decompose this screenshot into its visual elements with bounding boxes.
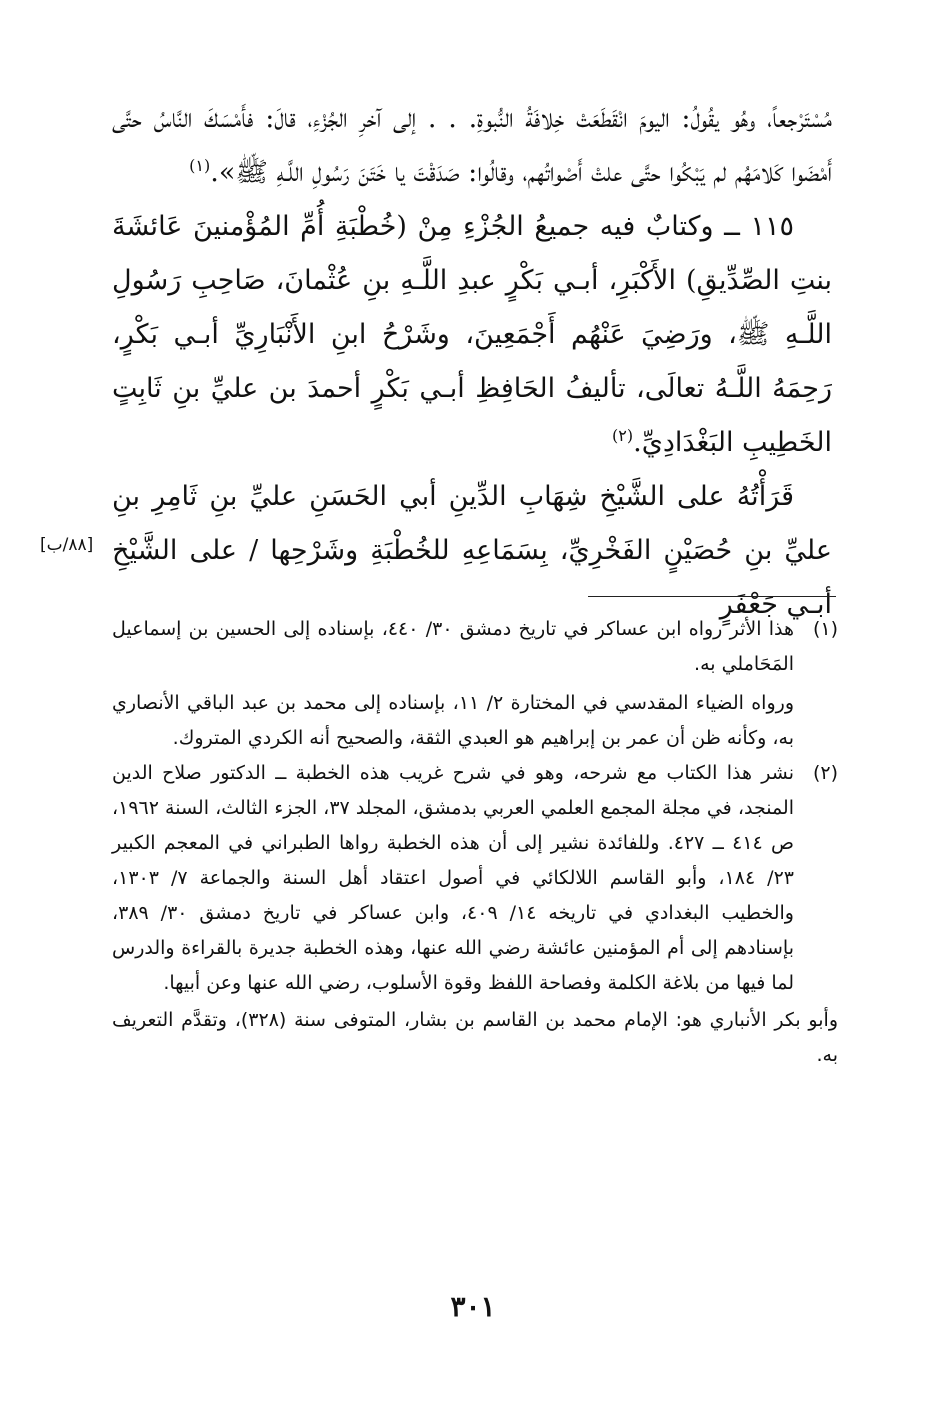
footnote-body [112,756,794,1001]
footnote-divider [588,596,836,597]
paragraph-2-text: ١١٥ ــ وكتابٌ فيه جميعُ الجُزْءِ مِنْ (خُطْبَةِ أُمِّ المُؤْمنينَ عَائشَةَ بنتِ الصِّدِّيقِ) الأَكْبَرِ، أبـي بَكْرٍ عبدِ اللَّـهِ بنِ عُثْمانَ، صَاحِبِ رَسُولِ اللَّـهِ ﷺ، ورَضِيَ عَنْهُم أَجْمَعِينَ، وشَرْحُ ابنِ الأَنْبَارِيِّ أبـي بَكْرٍ، رَحِمَهُ اللَّـهُ تعالَى، تأليفُ الحَافِظِ أبـي بَكْرٍ أحمدَ بن عليِّ بنِ ثَابِتٍ الخَطِيبِ البَغْدَادِيِّ. [112,211,832,458]
footnote-paragraph: هذا الأثر رواه ابن عساكر في تاريخ دمشق ٣٠/ ٤٤٠، بإسناده إلى الحسين بن إسماعيل المَحَاملي به. [112,618,794,675]
footnote-1 [112,612,838,756]
footnote-continuation: وأبو بكر الأنباري هو: الإمام محمد بن القاسم بن بشار، المتوفى سنة (٣٢٨)، وتقدَّم التعريف به. [112,1009,838,1066]
manuscript-folio-marker: [٨٨/ب] [40,535,94,555]
main-text [112,92,832,632]
footnote-ref-2: (٢) [612,426,634,445]
footnote-ref-1: (١) [189,156,211,175]
page-number: ٣٠١ [450,1290,496,1323]
footnote-body [112,612,794,756]
paragraph-3 [112,470,832,632]
footnote-number: (٢) [812,762,838,784]
footnote-paragraph: ورواه الضياء المقدسي في المختارة ٢/ ١١، بإسناده إلى محمد بن عبد الباقي الأنصاري به، وكأنه ظن أن عمر بن إبراهيم هو العبدي الثقة، والصحيح أنه الكردي المتروك. [112,692,794,749]
paragraph-2 [112,200,832,470]
footnote-paragraph: نشر هذا الكتاب مع شرحه، وهو في شرح غريب هذه الخطبة ــ الدكتور صلاح الدين المنجد، في مجلة المجمع العلمي العربي بدمشق، المجلد ٣٧، الجزء الثالث، السنة ١٩٦٢، ص ٤١٤ ــ ٤٢٧. وللفائدة نشير إلى أن هذه الخطبة رواها الطبراني في المعجم الكبير ٢٣/ ١٨٤، وأبو القاسم اللالكائي في أصول اعتقاد أهل السنة والجماعة ٧/ ١٣٠٣، والخطيب البغدادي في تاريخه ١٤/ ٤٠٩، وابن عساكر في تاريخ دمشق ٣٠/ ٣٨٩، بإسنادهم إلى أم المؤمنين عائشة رضي الله عنها، وهذه الخطبة جديرة بالقراءة والدرس لما فيها من بلاغة الكلمة وفصاحة اللفظ وقوة الأسلوب، رضي الله عنها وعن أبيها. [112,762,795,994]
paragraph-1-text: مُسْتَرْجعاً، وهُو يقُولُ: اليومَ انْقَطَعَتْ خِلافَةُ النُّبوةِ. . . إلى آخرِ الجُزْءِ، قالَ: فأَمْسَكَ النَّاسُ حتَّى أَمْضَوا كَلامَهُم لم يَبْكُوا حتَّى علتْ أَصْواتُهم، وقالُوا: صَدَقْتَ يا خَتَنَ رَسُولِ اللَّـهِ ﷺ». [112,103,832,188]
footnotes [112,612,838,1073]
paragraph-1 [112,92,832,200]
footnote-2 [112,756,838,1001]
footnote-number: (١) [812,618,838,640]
paragraph-3-text: قَرَأْتُهُ على الشَّيْخِ شِهَابِ الدِّينِ أبي الحَسَنِ عليِّ بنِ ثَامِرِ بنِ عليِّ بنِ حُصَيْنٍ الفَخْرِيِّ، بِسَمَاعِهِ للخُطْبَةِ وشَرْحِها / على الشَّيْخِ أبـي جَعْفَرٍ [112,481,832,620]
